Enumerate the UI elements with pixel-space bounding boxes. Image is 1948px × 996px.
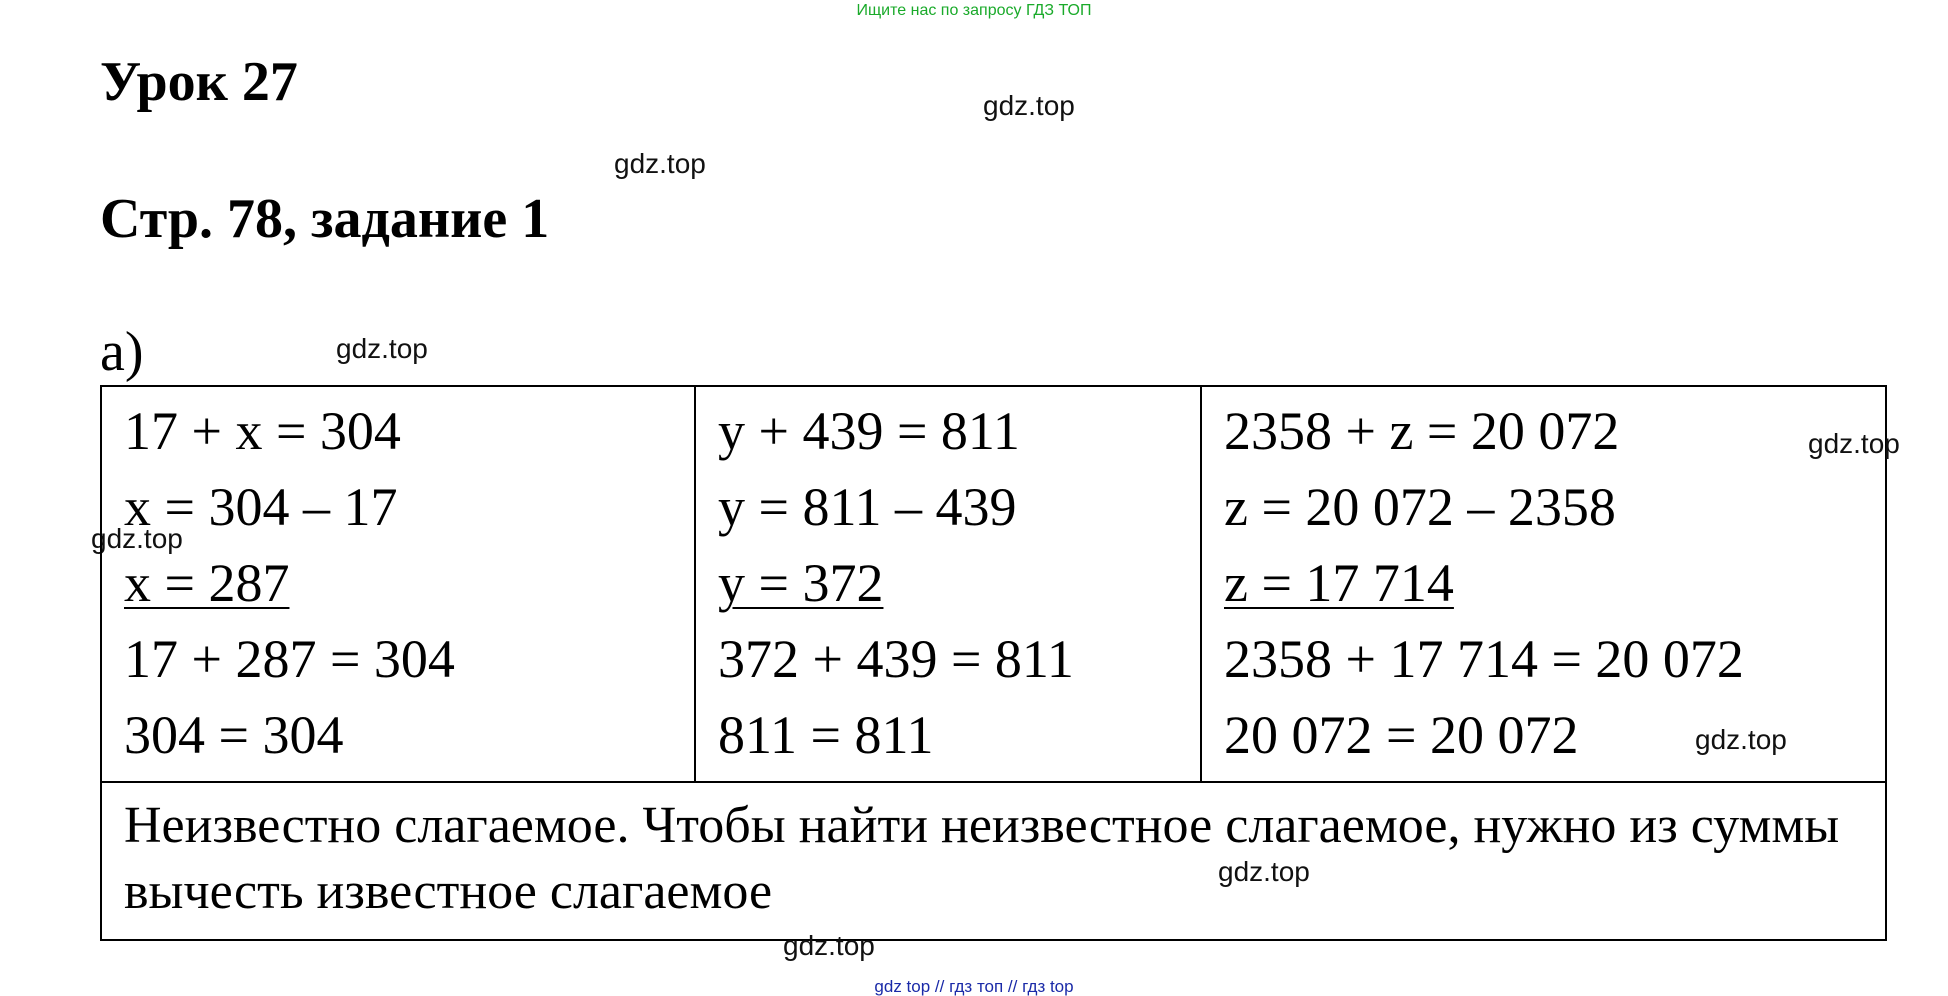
rule-text: Неизвестно слагаемое. Чтобы найти неизвестное слагаемое, нужно из суммы вычесть известное слагаемое	[124, 797, 1840, 920]
equation-cell-3	[1201, 386, 1886, 782]
watermark: gdz.top	[336, 333, 428, 364]
task-title: Стр. 78, задание 1	[100, 188, 550, 250]
part-label: а)	[100, 321, 144, 383]
equation-check-result: 20 072 = 20 072	[1224, 705, 1579, 765]
watermark: gdz.top	[91, 523, 183, 554]
search-banner: Ищите нас по запросу ГДЗ ТОП	[856, 2, 1092, 19]
equation-answer: z = 17 714	[1224, 553, 1454, 613]
equations-row	[101, 386, 1886, 782]
watermark: gdz.top	[1695, 724, 1787, 755]
equations-table	[100, 385, 1887, 941]
lesson-title: Урок 27	[100, 51, 298, 113]
rule-cell	[101, 782, 1886, 940]
rule-row	[101, 782, 1886, 940]
equation-line: 17 + x = 304	[124, 401, 401, 461]
equation-cell-1	[101, 386, 695, 782]
equation-line: z = 20 072 – 2358	[1224, 477, 1616, 537]
equation-line: y = 811 – 439	[718, 477, 1017, 537]
equation-check: 372 + 439 = 811	[718, 629, 1074, 689]
equation-line: y + 439 = 811	[718, 401, 1020, 461]
watermark: gdz.top	[1218, 856, 1310, 887]
equation-check: 2358 + 17 714 = 20 072	[1224, 629, 1744, 689]
watermark: gdz.top	[1808, 428, 1900, 459]
equation-cell-2	[695, 386, 1201, 782]
equation-line: 2358 + z = 20 072	[1224, 401, 1620, 461]
equation-check-result: 304 = 304	[124, 705, 344, 765]
watermark: gdz.top	[983, 90, 1075, 121]
watermark: gdz.top	[783, 930, 875, 961]
equation-line: x = 304 – 17	[124, 477, 398, 537]
equation-answer: y = 372	[718, 553, 884, 613]
equation-answer: x = 287	[124, 553, 290, 613]
footer-links: gdz top // гдз топ // гдз top	[874, 977, 1074, 996]
watermark: gdz.top	[614, 148, 706, 179]
equation-check: 17 + 287 = 304	[124, 629, 455, 689]
equation-check-result: 811 = 811	[718, 705, 934, 765]
